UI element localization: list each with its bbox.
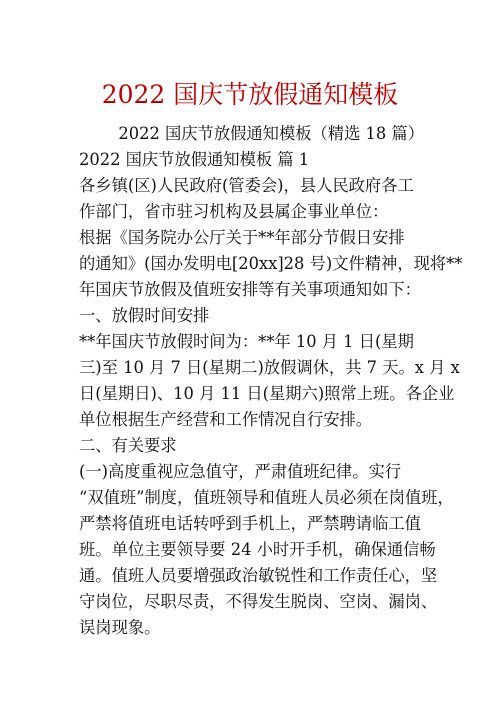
- body-line: 的通知》(国办发明电[20xx]28 号)文件精神，现将**: [79, 254, 463, 273]
- body-line: 根据《国务院办公厅关于**年部分节假日安排: [79, 228, 405, 247]
- body-line: 守岗位，尽职尽责，不得发生脱岗、空岗、漏岗、: [79, 592, 438, 611]
- body-line: 严禁将值班电话转呼到手机上，严禁聘请临工值: [79, 514, 421, 533]
- body-line: 作部门，省市驻习机构及县属企事业单位：: [79, 202, 389, 221]
- body-line: 班。单位主要领导要 24 小时开手机，确保通信畅: [79, 540, 436, 559]
- section-heading: 2022 国庆节放假通知模板 篇 1: [79, 150, 310, 169]
- body-line: 通。值班人员要增强政治敏锐性和工作责任心，坚: [79, 566, 438, 585]
- body-line: “双值班”制度，值班领导和值班人员必须在岗值班，: [79, 488, 454, 507]
- body-line: 单位根据生产经营和工作情况自行安排。: [79, 410, 373, 429]
- body-line: 三)至 10 月 7 日(星期二)放假调休，共 7 天。x 月 x: [79, 358, 460, 377]
- body-line: (一)高度重视应急值守，严肃值班纪律。实行: [79, 462, 402, 481]
- body-line: **年国庆节放假时间为：**年 10 月 1 日(星期: [79, 332, 414, 351]
- document-title: 2022 国庆节放假通知模板: [101, 80, 399, 109]
- subheading: 二、有关要求: [79, 436, 177, 455]
- body-line: 各乡镇(区)人民政府(管委会)，县人民政府各工: [79, 176, 414, 195]
- document-subtitle: 2022 国庆节放假通知模板（精选 18 篇）: [118, 124, 424, 143]
- body-line: 年国庆节放假及值班安排等有关事项通知如下：: [79, 280, 421, 299]
- body-line: 日(星期日)、10 月 11 日(星期六)照常上班。各企业: [79, 384, 455, 403]
- body-line: 误岗现象。: [79, 618, 161, 637]
- subheading: 一、放假时间安排: [79, 306, 210, 325]
